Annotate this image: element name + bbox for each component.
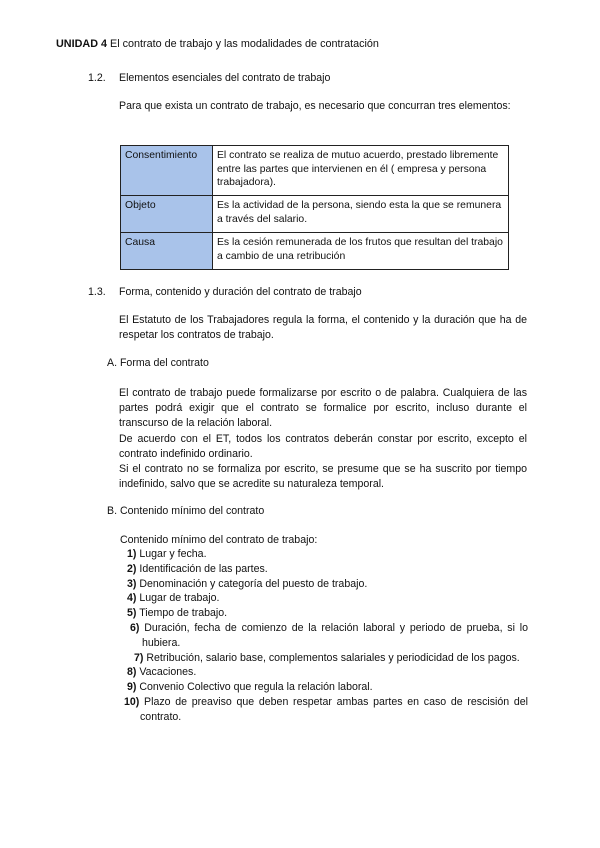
table-definition-cell: Es la actividad de la persona, siendo esta la que se remunera a través del salario. [213,196,509,233]
subsection-a-title: A. Forma del contrato [107,357,209,369]
unit-label: UNIDAD 4 [56,38,107,50]
table-definition-cell: Es la cesión remunerada de los frutos que resultan del trabajo a cambio de una retribución [213,233,509,270]
section-number: 1.2. [88,72,106,84]
list-item-text: Convenio Colectivo que regula la relación laboral. [139,681,373,694]
list-item [120,621,528,651]
list-item-text: Retribución, salario base, complementos salariales y periodicidad de los pagos. [146,651,520,664]
list-item [120,547,528,562]
list-item-number: 4) [127,592,137,605]
list-item-text: Vacaciones. [139,666,197,679]
list-item [120,680,528,695]
list-item-text: Tiempo de trabajo. [139,607,228,620]
list-item-text: Lugar de trabajo. [139,592,220,605]
elements-table [120,145,509,270]
table-row [121,146,509,196]
list-item [120,665,528,680]
list-item-text: Plazo de preaviso que deben respetar ambas partes en caso de rescisión del contrato. [140,695,528,723]
list-item-number: 7) [134,651,144,664]
table-row [121,196,509,233]
list-item [120,606,528,621]
paragraph: Si el contrato no se formaliza por escrito, se presume que se ha suscrito por tiempo indefinido, salvo que se acredite su naturaleza temporal. [119,463,527,491]
list-item [120,577,528,592]
section-number: 1.3. [88,286,106,298]
paragraph: El contrato de trabajo puede formalizarse por escrito o de palabra. Cualquiera de las partes podrá exigir que el contrato se formalice por escrito, incluso durante el transcurso de la relación laboral. [119,387,527,430]
table-term-cell: Consentimiento [121,146,213,196]
page-header [56,38,379,50]
list-item-text: Identificación de las partes. [139,562,268,575]
list-item-number: 2) [127,562,137,575]
subsection-b-title: B. Contenido mínimo del contrato [107,505,265,517]
unit-title: El contrato de trabajo y las modalidades de contratación [107,38,379,50]
minimum-content-list [120,547,528,725]
list-item-number: 3) [127,577,137,590]
section-title: Forma, contenido y duración del contrato de trabajo [119,286,362,298]
list-item-number: 10) [124,695,140,708]
list-item [120,591,528,606]
list-item-number: 5) [127,607,137,620]
list-item-number: 8) [127,666,137,679]
section-1-2-intro: Para que exista un contrato de trabajo, es necesario que concurran tres elementos: [119,100,511,112]
subsection-b-intro: Contenido mínimo del contrato de trabajo: [120,534,318,546]
table-term-cell: Objeto [121,196,213,233]
list-item-number: 1) [127,548,137,560]
list-item [120,562,528,577]
table-row [121,233,509,270]
paragraph: De acuerdo con el ET, todos los contratos deberán constar por escrito, excepto el contrato indefinido ordinario. [119,432,527,460]
list-item-text: Duración, fecha de comienzo de la relación laboral y periodo de prueba, si lo hubiera. [142,621,528,649]
list-item-text: Lugar y fecha. [139,548,207,560]
list-item-text: Denominación y categoría del puesto de trabajo. [139,577,368,590]
list-item [120,651,528,666]
subsection-a-body [119,386,527,492]
table-definition-cell: El contrato se realiza de mutuo acuerdo, prestado libremente entre las partes que intervienen en él ( empresa y persona trabajadora). [213,146,509,196]
list-item-number: 9) [127,681,137,694]
section-1-3-intro: El Estatuto de los Trabajadores regula la forma, el contenido y la duración que ha de respetar los contratos de trabajo. [119,314,527,342]
list-item-number: 6) [130,621,140,634]
section-title: Elementos esenciales del contrato de trabajo [119,72,331,84]
list-item [120,695,528,725]
table-term-cell: Causa [121,233,213,270]
